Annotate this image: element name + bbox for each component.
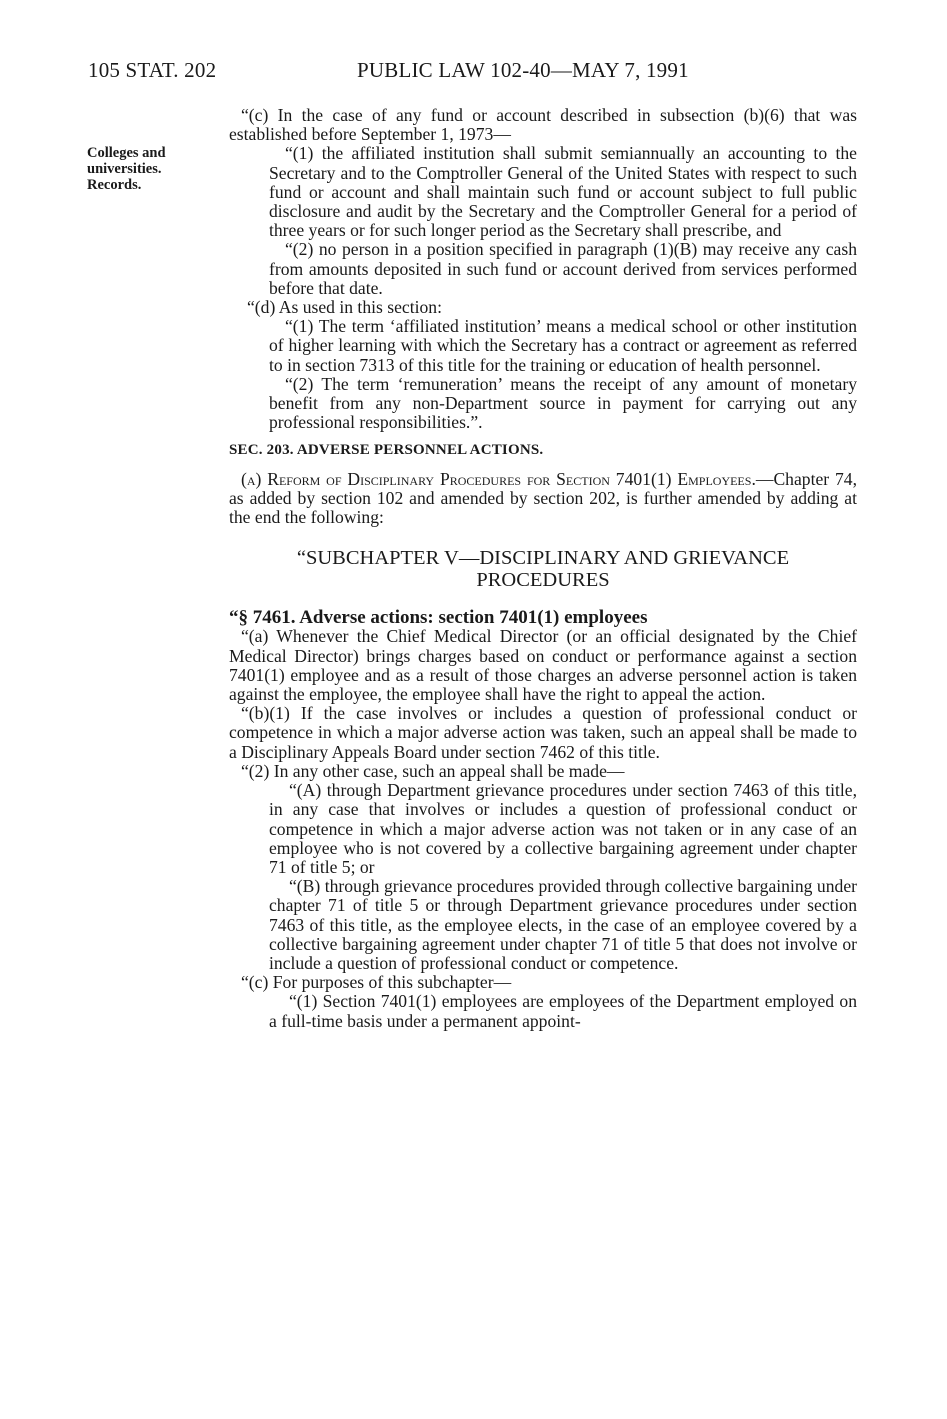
statute-page-reference: 105 STAT. 202 — [88, 58, 217, 82]
subsection-a — [229, 470, 857, 528]
paragraph-7461-b-2: “(2) In any other case, such an appeal shall be made— — [241, 760, 625, 781]
margin-note-line: universities. — [87, 161, 162, 177]
section-7461-title: “§ 7461. Adverse actions: section 7401(1) employees — [229, 607, 648, 629]
paragraph-d-1: “(1) The term ‘affiliated institution’ means a medical school or other institution of higher learning with which the Secretary has a contract or agreement as referred to in section 7313 of this title for the training or education of health personnel. — [269, 316, 857, 375]
subchapter-heading-line: “SUBCHAPTER V—DISCIPLINARY AND GRIEVANCE — [296, 547, 790, 570]
paragraph-7461-b-2-B: “(B) through grievance procedures provided through collective bargaining under chapter 71 of title 5 or through Department grievance procedures under section 7463 of this title, as the employee elects, in the case of an employee covered by a collective bargaining agreement under chapter 71 of title 5 that does not involve or include a question of professional conduct or competence. — [269, 876, 857, 973]
public-law-title: PUBLIC LAW 102-40—MAY 7, 1991 — [357, 58, 689, 82]
subchapter-heading-line: PROCEDURES — [476, 569, 610, 592]
running-header — [88, 58, 888, 88]
margin-note-line: Colleges and — [87, 145, 166, 161]
margin-note — [87, 145, 207, 193]
subsection-a-lead: (a) Reform of Disciplinary Procedures for Section 7401(1) Employees. — [241, 468, 756, 489]
subsection-a-text: —Chapter 74, as added by section 102 and amended by section 202, is further amended by adding at the end the following: — [229, 468, 857, 528]
paragraph-7461-b-2-A: “(A) through Department grievance procedures under section 7463 of this title, in any case that involves or includes a question of professional conduct or competence in which a major adverse action was not taken or in any case of an employee who is not covered by a collective bargaining agreement under chapter 71 of title 5; or — [269, 780, 857, 877]
paragraph-c-2: “(2) no person in a position specified in paragraph (1)(B) may receive any cash from amounts deposited in such fund or account derived from services performed before that date. — [269, 239, 857, 298]
paragraph-c-intro: “(c) In the case of any fund or account described in subsection (b)(6) that was established before September 1, 1973— — [229, 105, 857, 145]
statute-body — [229, 106, 857, 1031]
paragraph-c-1: “(1) the affiliated institution shall submit semiannually an accounting to the Secretary and to the Comptroller General of the United States with respect to such fund or account and shall maintain such fund or account subject to full public disclosure and audit by the Secretary and the Comptroller General for a period of three years or for such longer period as the Secretary shall prescribe, and — [269, 143, 857, 241]
paragraph-7461-b-1: “(b)(1) If the case involves or includes a question of professional conduct or competence in which a major adverse action was taken, such an appeal shall be made to a Disciplinary Appeals Board under section 7462 of this title. — [229, 703, 857, 762]
margin-note-line: Records. — [87, 177, 142, 193]
paragraph-7461-c: “(c) For purposes of this subchapter— — [241, 972, 512, 993]
paragraph-7461-a: “(a) Whenever the Chief Medical Director (or an official designated by the Chief Medical Director) brings charges based on conduct or performance against a section 7401(1) employee and as a result of those charges an adverse personnel action is taken against the employee, the employee shall have the right to appeal the action. — [229, 626, 857, 705]
paragraph-d-intro: “(d) As used in this section: — [247, 297, 442, 318]
section-heading: SEC. 203. ADVERSE PERSONNEL ACTIONS. — [229, 442, 544, 459]
paragraph-7461-c-1: “(1) Section 7401(1) employees are employees of the Department employed on a full-time basis under a permanent appoint- — [269, 991, 857, 1031]
subchapter-heading — [229, 547, 857, 591]
paragraph-d-2: “(2) The term ‘remuneration’ means the receipt of any amount of monetary benefit from any non-Department source in payment for carrying out any professional responsibilities.”. — [269, 373, 857, 433]
